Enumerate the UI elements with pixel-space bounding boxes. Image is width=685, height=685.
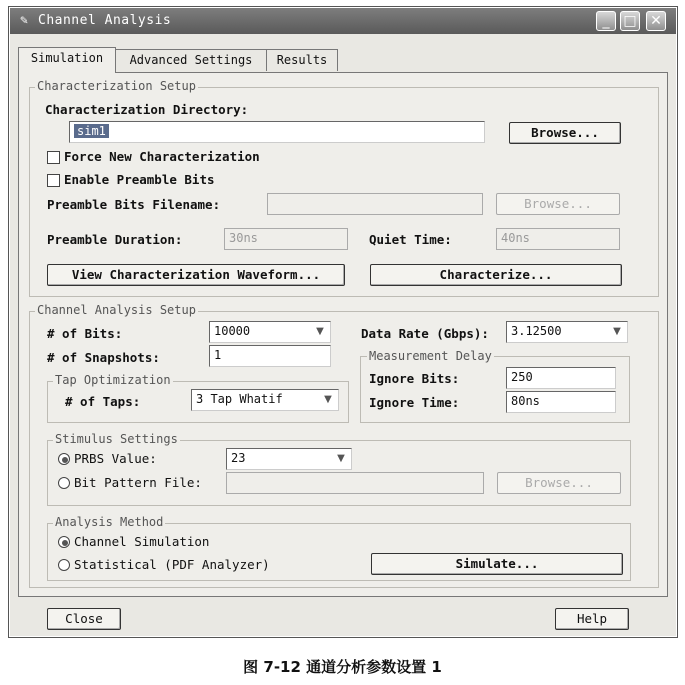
characterization-directory-input[interactable] [69,121,485,143]
chevron-down-icon[interactable]: ▼ [316,326,324,337]
figure-caption: 图 7-12 通道分析参数设置 1 [243,658,442,676]
maximize-icon[interactable]: □ [620,11,640,31]
characterization-directory-label: Characterization Directory: [45,102,249,117]
data-rate-combo[interactable] [506,321,628,343]
statistical-label: Statistical (PDF Analyzer) [74,557,270,572]
prbs-label: PRBS Value: [74,451,157,466]
bit-pattern-browse-button[interactable]: Browse... [497,472,621,494]
bit-pattern-file-input[interactable] [226,472,484,494]
directory-browse-button[interactable]: Browse... [509,122,621,144]
quiet-time-input[interactable]: 40ns [496,228,620,250]
preamble-browse-button[interactable]: Browse... [496,193,620,215]
stimulus-settings-label: Stimulus Settings [55,432,178,446]
taps-combo[interactable] [191,389,339,411]
enable-preamble-bits-checkbox[interactable] [47,174,60,187]
taps-label: # of Taps: [65,394,141,409]
app-icon: ✎ [20,13,28,28]
preamble-bits-filename-input[interactable] [267,193,483,215]
characterization-directory-value: sim1 [74,124,109,138]
help-button[interactable]: Help [555,608,629,630]
prbs-combo[interactable] [226,448,352,470]
close-icon[interactable]: ✕ [646,11,666,31]
ignore-bits-input[interactable]: 250 [506,367,616,389]
force-new-characterization-checkbox[interactable] [47,151,60,164]
ignore-time-input[interactable]: 80ns [506,391,616,413]
simulate-button[interactable]: Simulate... [371,553,623,575]
minimize-icon[interactable]: _ [596,11,616,31]
window-title: Channel Analysis [38,13,172,28]
force-new-characterization-label: Force New Characterization [64,149,260,164]
preamble-duration-label: Preamble Duration: [47,232,183,247]
bits-label: # of Bits: [47,326,123,341]
chevron-down-icon[interactable]: ▼ [324,394,332,405]
tab-results[interactable]: Results [266,49,338,71]
bits-combo[interactable] [209,321,331,343]
characterize-button[interactable]: Characterize... [370,264,622,286]
close-button[interactable]: Close [47,608,121,630]
tab-advanced-settings[interactable]: Advanced Settings [115,49,267,71]
bit-pattern-file-label: Bit Pattern File: [74,475,202,490]
preamble-duration-input[interactable]: 30ns [224,228,348,250]
statistical-radio[interactable] [58,559,70,571]
preamble-bits-filename-label: Preamble Bits Filename: [47,197,221,212]
snapshots-input[interactable]: 1 [209,345,331,367]
prbs-value: 23 [231,451,246,465]
snapshots-label: # of Snapshots: [47,350,160,365]
channel-analysis-window [8,6,678,638]
tap-optimization-label: Tap Optimization [55,373,171,387]
enable-preamble-bits-label: Enable Preamble Bits [64,172,215,187]
quiet-time-label: Quiet Time: [369,232,452,247]
channel-analysis-setup-label: Channel Analysis Setup [37,303,196,317]
chevron-down-icon[interactable]: ▼ [613,326,621,337]
title-bar[interactable] [10,8,676,34]
characterization-setup-label: Characterization Setup [37,79,196,93]
ignore-time-label: Ignore Time: [369,395,460,410]
channel-simulation-label: Channel Simulation [74,534,210,549]
measurement-delay-label: Measurement Delay [369,349,492,363]
analysis-method-label: Analysis Method [55,515,164,529]
tab-simulation[interactable]: Simulation [18,47,116,73]
data-rate-label: Data Rate (Gbps): [361,326,489,341]
ignore-bits-label: Ignore Bits: [369,371,460,386]
bit-pattern-file-radio[interactable] [58,477,70,489]
channel-simulation-radio[interactable] [58,536,70,548]
data-rate-value: 3.12500 [511,324,562,338]
simulation-panel [18,72,668,597]
prbs-radio[interactable] [58,453,70,465]
taps-value: 3 Tap Whatif [196,392,283,406]
view-characterization-waveform-button[interactable]: View Characterization Waveform... [47,264,345,286]
bits-value: 10000 [214,324,251,338]
chevron-down-icon[interactable]: ▼ [337,453,345,464]
